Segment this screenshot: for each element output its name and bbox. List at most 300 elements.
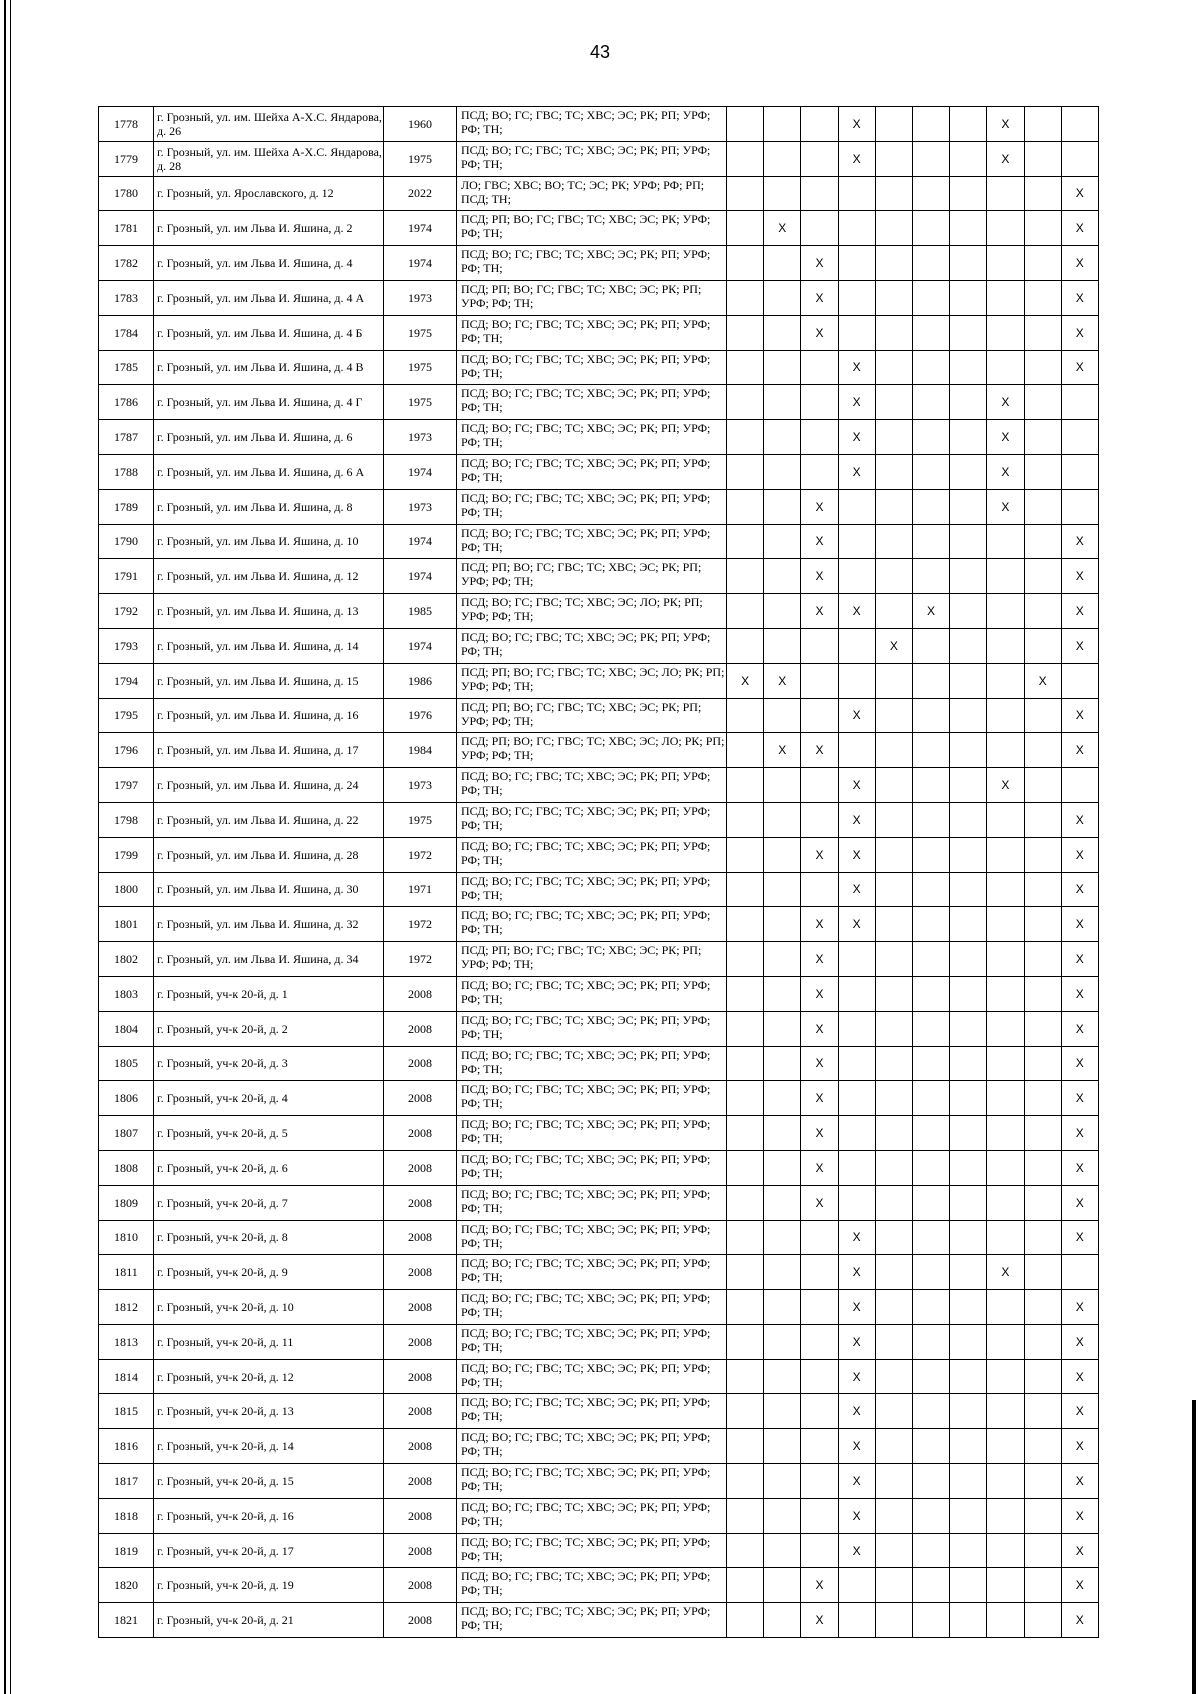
mark-cell-2 xyxy=(764,280,801,315)
mark-cell-2 xyxy=(764,872,801,907)
mark-cell-1 xyxy=(727,489,764,524)
mark-cell-4: X xyxy=(838,768,875,803)
row-number: 1805 xyxy=(99,1046,154,1081)
mark-cell-4 xyxy=(838,489,875,524)
mark-cell-3: X xyxy=(801,1603,838,1638)
works-cell: ПСД; ВО; ГС; ГВС; ТС; ХВС; ЭС; РК; РП; УРФ; РФ; ТН; xyxy=(457,1011,727,1046)
works-cell: ПСД; ВО; ГС; ГВС; ТС; ХВС; ЭС; РК; РП; УРФ; РФ; ТН; xyxy=(457,802,727,837)
mark-cell-8: X xyxy=(987,454,1024,489)
mark-cell-3: X xyxy=(801,1081,838,1116)
mark-cell-7 xyxy=(950,1185,987,1220)
table-row xyxy=(99,211,1099,246)
table-row xyxy=(99,1290,1099,1325)
works-cell: ПСД; РП; ВО; ГС; ГВС; ТС; ХВС; ЭС; ЛО; РК; РП; УРФ; РФ; ТН; xyxy=(457,733,727,768)
mark-cell-5 xyxy=(875,733,912,768)
row-number: 1807 xyxy=(99,1116,154,1151)
mark-cell-3 xyxy=(801,872,838,907)
year-cell: 2008 xyxy=(384,1359,457,1394)
mark-cell-5 xyxy=(875,1220,912,1255)
address-cell: г. Грозный, уч-к 20-й, д. 11 xyxy=(154,1324,384,1359)
mark-cell-7 xyxy=(950,872,987,907)
mark-cell-9 xyxy=(1024,1220,1061,1255)
mark-cell-9 xyxy=(1024,1568,1061,1603)
row-number: 1794 xyxy=(99,663,154,698)
works-cell: ЛО; ГВС; ХВС; ВО; ТС; ЭС; РК; УРФ; РФ; РП; ПСД; ТН; xyxy=(457,176,727,211)
year-cell: 1971 xyxy=(384,872,457,907)
mark-cell-5 xyxy=(875,1464,912,1499)
address-cell: г. Грозный, ул. им Льва И. Яшина, д. 34 xyxy=(154,942,384,977)
mark-cell-2 xyxy=(764,1498,801,1533)
mark-cell-6 xyxy=(912,489,949,524)
mark-cell-7 xyxy=(950,698,987,733)
mark-cell-8 xyxy=(987,1533,1024,1568)
mark-cell-7 xyxy=(950,1429,987,1464)
mark-cell-7 xyxy=(950,559,987,594)
row-number: 1821 xyxy=(99,1603,154,1638)
mark-cell-1 xyxy=(727,1081,764,1116)
mark-cell-9 xyxy=(1024,1324,1061,1359)
row-number: 1819 xyxy=(99,1533,154,1568)
mark-cell-5 xyxy=(875,1255,912,1290)
address-cell: г. Грозный, уч-к 20-й, д. 10 xyxy=(154,1290,384,1325)
year-cell: 2008 xyxy=(384,1290,457,1325)
mark-cell-6 xyxy=(912,1116,949,1151)
mark-cell-1 xyxy=(727,524,764,559)
mark-cell-9 xyxy=(1024,733,1061,768)
table-row xyxy=(99,907,1099,942)
works-cell: ПСД; ВО; ГС; ГВС; ТС; ХВС; ЭС; РК; РП; УРФ; РФ; ТН; xyxy=(457,1324,727,1359)
mark-cell-5 xyxy=(875,211,912,246)
mark-cell-4: X xyxy=(838,802,875,837)
works-cell: ПСД; РП; ВО; ГС; ГВС; ТС; ХВС; ЭС; РК; РП; УРФ; РФ; ТН; xyxy=(457,942,727,977)
mark-cell-10: X xyxy=(1061,698,1098,733)
mark-cell-8 xyxy=(987,350,1024,385)
mark-cell-8: X xyxy=(987,420,1024,455)
mark-cell-2 xyxy=(764,1255,801,1290)
mark-cell-5 xyxy=(875,524,912,559)
mark-cell-8: X xyxy=(987,1255,1024,1290)
mark-cell-5 xyxy=(875,246,912,281)
mark-cell-8 xyxy=(987,802,1024,837)
mark-cell-8 xyxy=(987,1498,1024,1533)
mark-cell-10: X xyxy=(1061,1533,1098,1568)
mark-cell-8 xyxy=(987,1568,1024,1603)
mark-cell-10: X xyxy=(1061,559,1098,594)
row-number: 1791 xyxy=(99,559,154,594)
mark-cell-6 xyxy=(912,907,949,942)
row-number: 1811 xyxy=(99,1255,154,1290)
table-row xyxy=(99,1081,1099,1116)
address-cell: г. Грозный, ул. им Льва И. Яшина, д. 17 xyxy=(154,733,384,768)
mark-cell-4 xyxy=(838,733,875,768)
row-number: 1820 xyxy=(99,1568,154,1603)
mark-cell-8: X xyxy=(987,107,1024,142)
mark-cell-7 xyxy=(950,1150,987,1185)
mark-cell-6 xyxy=(912,1220,949,1255)
works-cell: ПСД; ВО; ГС; ГВС; ТС; ХВС; ЭС; РК; РП; УРФ; РФ; ТН; xyxy=(457,1116,727,1151)
address-cell: г. Грозный, уч-к 20-й, д. 17 xyxy=(154,1533,384,1568)
year-cell: 1985 xyxy=(384,594,457,629)
address-cell: г. Грозный, ул. им Льва И. Яшина, д. 2 xyxy=(154,211,384,246)
works-cell: ПСД; ВО; ГС; ГВС; ТС; ХВС; ЭС; РК; РП; УРФ; РФ; ТН; xyxy=(457,907,727,942)
table-row xyxy=(99,1255,1099,1290)
mark-cell-8 xyxy=(987,942,1024,977)
row-number: 1795 xyxy=(99,698,154,733)
address-cell: г. Грозный, ул. им Льва И. Яшина, д. 24 xyxy=(154,768,384,803)
mark-cell-10: X xyxy=(1061,1046,1098,1081)
table-row xyxy=(99,663,1099,698)
mark-cell-6 xyxy=(912,524,949,559)
works-cell: ПСД; ВО; ГС; ГВС; ТС; ХВС; ЭС; РК; РП; УРФ; РФ; ТН; xyxy=(457,1394,727,1429)
mark-cell-4 xyxy=(838,1150,875,1185)
address-cell: г. Грозный, ул. им Льва И. Яшина, д. 16 xyxy=(154,698,384,733)
mark-cell-3: X xyxy=(801,1568,838,1603)
year-cell: 1975 xyxy=(384,141,457,176)
year-cell: 2008 xyxy=(384,976,457,1011)
mark-cell-10 xyxy=(1061,663,1098,698)
mark-cell-7 xyxy=(950,663,987,698)
year-cell: 1984 xyxy=(384,733,457,768)
mark-cell-3: X xyxy=(801,1150,838,1185)
row-number: 1814 xyxy=(99,1359,154,1394)
address-cell: г. Грозный, уч-к 20-й, д. 9 xyxy=(154,1255,384,1290)
mark-cell-3 xyxy=(801,1429,838,1464)
mark-cell-9 xyxy=(1024,1046,1061,1081)
mark-cell-6 xyxy=(912,837,949,872)
works-cell: ПСД; РП; ВО; ГС; ГВС; ТС; ХВС; ЭС; РК; УРФ; РФ; ТН; xyxy=(457,211,727,246)
mark-cell-6 xyxy=(912,628,949,663)
mark-cell-1 xyxy=(727,1011,764,1046)
mark-cell-5 xyxy=(875,1324,912,1359)
mark-cell-3 xyxy=(801,385,838,420)
table-row xyxy=(99,1603,1099,1638)
address-cell: г. Грозный, уч-к 20-й, д. 13 xyxy=(154,1394,384,1429)
mark-cell-8: X xyxy=(987,385,1024,420)
year-cell: 1975 xyxy=(384,350,457,385)
mark-cell-2 xyxy=(764,1150,801,1185)
mark-cell-8 xyxy=(987,315,1024,350)
mark-cell-3 xyxy=(801,1255,838,1290)
year-cell: 2008 xyxy=(384,1568,457,1603)
mark-cell-6 xyxy=(912,1603,949,1638)
row-number: 1784 xyxy=(99,315,154,350)
works-cell: ПСД; ВО; ГС; ГВС; ТС; ХВС; ЭС; РК; РП; УРФ; РФ; ТН; xyxy=(457,768,727,803)
mark-cell-9 xyxy=(1024,141,1061,176)
row-number: 1792 xyxy=(99,594,154,629)
mark-cell-4: X xyxy=(838,1255,875,1290)
works-cell: ПСД; ВО; ГС; ГВС; ТС; ХВС; ЭС; РК; РП; УРФ; РФ; ТН; xyxy=(457,872,727,907)
mark-cell-9 xyxy=(1024,1533,1061,1568)
address-cell: г. Грозный, ул. им Льва И. Яшина, д. 12 xyxy=(154,559,384,594)
address-cell: г. Грозный, уч-к 20-й, д. 6 xyxy=(154,1150,384,1185)
mark-cell-8 xyxy=(987,872,1024,907)
row-number: 1797 xyxy=(99,768,154,803)
mark-cell-7 xyxy=(950,246,987,281)
mark-cell-5 xyxy=(875,141,912,176)
mark-cell-8 xyxy=(987,1220,1024,1255)
year-cell: 2008 xyxy=(384,1046,457,1081)
table-row xyxy=(99,1011,1099,1046)
mark-cell-10: X xyxy=(1061,1324,1098,1359)
mark-cell-2 xyxy=(764,350,801,385)
mark-cell-4 xyxy=(838,1011,875,1046)
mark-cell-1 xyxy=(727,942,764,977)
mark-cell-5 xyxy=(875,1046,912,1081)
mark-cell-5 xyxy=(875,454,912,489)
works-cell: ПСД; ВО; ГС; ГВС; ТС; ХВС; ЭС; РК; РП; УРФ; РФ; ТН; xyxy=(457,837,727,872)
mark-cell-6 xyxy=(912,141,949,176)
mark-cell-2 xyxy=(764,802,801,837)
table-row xyxy=(99,1568,1099,1603)
mark-cell-4 xyxy=(838,1185,875,1220)
year-cell: 1973 xyxy=(384,489,457,524)
mark-cell-8 xyxy=(987,663,1024,698)
works-cell: ПСД; ВО; ГС; ГВС; ТС; ХВС; ЭС; РК; РП; УРФ; РФ; ТН; xyxy=(457,420,727,455)
mark-cell-10: X xyxy=(1061,976,1098,1011)
works-cell: ПСД; ВО; ГС; ГВС; ТС; ХВС; ЭС; РК; РП; УРФ; РФ; ТН; xyxy=(457,1568,727,1603)
year-cell: 1972 xyxy=(384,942,457,977)
mark-cell-2: X xyxy=(764,211,801,246)
mark-cell-2 xyxy=(764,489,801,524)
mark-cell-2 xyxy=(764,837,801,872)
mark-cell-9 xyxy=(1024,1359,1061,1394)
mark-cell-4: X xyxy=(838,1220,875,1255)
works-cell: ПСД; ВО; ГС; ГВС; ТС; ХВС; ЭС; РК; РП; УРФ; РФ; ТН; xyxy=(457,1046,727,1081)
year-cell: 1976 xyxy=(384,698,457,733)
mark-cell-2 xyxy=(764,768,801,803)
mark-cell-5 xyxy=(875,663,912,698)
mark-cell-2 xyxy=(764,942,801,977)
works-cell: ПСД; ВО; ГС; ГВС; ТС; ХВС; ЭС; РК; РП; УРФ; РФ; ТН; xyxy=(457,1081,727,1116)
mark-cell-10: X xyxy=(1061,1011,1098,1046)
row-number: 1815 xyxy=(99,1394,154,1429)
mark-cell-1 xyxy=(727,907,764,942)
mark-cell-6 xyxy=(912,1429,949,1464)
mark-cell-8 xyxy=(987,698,1024,733)
mark-cell-3: X xyxy=(801,315,838,350)
mark-cell-10: X xyxy=(1061,1429,1098,1464)
mark-cell-1 xyxy=(727,1290,764,1325)
works-cell: ПСД; ВО; ГС; ГВС; ТС; ХВС; ЭС; РК; РП; УРФ; РФ; ТН; xyxy=(457,1290,727,1325)
address-cell: г. Грозный, уч-к 20-й, д. 14 xyxy=(154,1429,384,1464)
address-cell: г. Грозный, ул. Ярославского, д. 12 xyxy=(154,176,384,211)
mark-cell-7 xyxy=(950,1324,987,1359)
address-cell: г. Грозный, ул. им Льва И. Яшина, д. 10 xyxy=(154,524,384,559)
mark-cell-8 xyxy=(987,1429,1024,1464)
mark-cell-8: X xyxy=(987,768,1024,803)
mark-cell-3 xyxy=(801,107,838,142)
mark-cell-9 xyxy=(1024,594,1061,629)
mark-cell-4 xyxy=(838,315,875,350)
works-cell: ПСД; ВО; ГС; ГВС; ТС; ХВС; ЭС; РК; РП; УРФ; РФ; ТН; xyxy=(457,1464,727,1499)
mark-cell-10: X xyxy=(1061,524,1098,559)
mark-cell-3 xyxy=(801,211,838,246)
year-cell: 2008 xyxy=(384,1255,457,1290)
year-cell: 1960 xyxy=(384,107,457,142)
table-row xyxy=(99,1046,1099,1081)
mark-cell-4: X xyxy=(838,1429,875,1464)
works-cell: ПСД; РП; ВО; ГС; ГВС; ТС; ХВС; ЭС; РК; РП; УРФ; РФ; ТН; xyxy=(457,280,727,315)
row-number: 1785 xyxy=(99,350,154,385)
mark-cell-3: X xyxy=(801,594,838,629)
mark-cell-5 xyxy=(875,1290,912,1325)
mark-cell-4: X xyxy=(838,420,875,455)
mark-cell-1 xyxy=(727,1220,764,1255)
address-cell: г. Грозный, уч-к 20-й, д. 12 xyxy=(154,1359,384,1394)
mark-cell-6 xyxy=(912,1359,949,1394)
binding-edge-line xyxy=(4,0,6,1694)
mark-cell-1 xyxy=(727,1568,764,1603)
mark-cell-4 xyxy=(838,280,875,315)
mark-cell-2 xyxy=(764,1011,801,1046)
table-row xyxy=(99,107,1099,142)
row-number: 1818 xyxy=(99,1498,154,1533)
mark-cell-7 xyxy=(950,976,987,1011)
mark-cell-1 xyxy=(727,1150,764,1185)
year-cell: 2008 xyxy=(384,1464,457,1499)
table-row xyxy=(99,315,1099,350)
mark-cell-4: X xyxy=(838,385,875,420)
works-cell: ПСД; ВО; ГС; ГВС; ТС; ХВС; ЭС; РК; РП; УРФ; РФ; ТН; xyxy=(457,489,727,524)
works-cell: ПСД; ВО; ГС; ГВС; ТС; ХВС; ЭС; РК; РП; УРФ; РФ; ТН; xyxy=(457,385,727,420)
mark-cell-7 xyxy=(950,768,987,803)
address-cell: г. Грозный, ул. им Льва И. Яшина, д. 32 xyxy=(154,907,384,942)
mark-cell-1 xyxy=(727,280,764,315)
mark-cell-6 xyxy=(912,246,949,281)
mark-cell-9 xyxy=(1024,1150,1061,1185)
mark-cell-6 xyxy=(912,698,949,733)
mark-cell-5 xyxy=(875,1116,912,1151)
mark-cell-5 xyxy=(875,907,912,942)
mark-cell-1 xyxy=(727,1429,764,1464)
mark-cell-2 xyxy=(764,1603,801,1638)
address-cell: г. Грозный, ул. им Льва И. Яшина, д. 4 xyxy=(154,246,384,281)
mark-cell-4: X xyxy=(838,107,875,142)
table-row xyxy=(99,1220,1099,1255)
mark-cell-8 xyxy=(987,628,1024,663)
mark-cell-10: X xyxy=(1061,1290,1098,1325)
mark-cell-1 xyxy=(727,1394,764,1429)
mark-cell-3: X xyxy=(801,559,838,594)
works-cell: ПСД; ВО; ГС; ГВС; ТС; ХВС; ЭС; ЛО; РК; РП; УРФ; РФ; ТН; xyxy=(457,594,727,629)
table-row xyxy=(99,837,1099,872)
address-cell: г. Грозный, ул. им Льва И. Яшина, д. 4 А xyxy=(154,280,384,315)
mark-cell-6 xyxy=(912,107,949,142)
works-cell: ПСД; ВО; ГС; ГВС; ТС; ХВС; ЭС; РК; РП; УРФ; РФ; ТН; xyxy=(457,1603,727,1638)
mark-cell-7 xyxy=(950,176,987,211)
row-number: 1790 xyxy=(99,524,154,559)
mark-cell-7 xyxy=(950,1498,987,1533)
mark-cell-6 xyxy=(912,1498,949,1533)
mark-cell-10: X xyxy=(1061,802,1098,837)
mark-cell-9 xyxy=(1024,628,1061,663)
mark-cell-7 xyxy=(950,1081,987,1116)
table-row xyxy=(99,733,1099,768)
table-row xyxy=(99,176,1099,211)
row-number: 1808 xyxy=(99,1150,154,1185)
mark-cell-8 xyxy=(987,1290,1024,1325)
mark-cell-7 xyxy=(950,211,987,246)
row-number: 1796 xyxy=(99,733,154,768)
mark-cell-9 xyxy=(1024,698,1061,733)
table-row xyxy=(99,1359,1099,1394)
mark-cell-1 xyxy=(727,246,764,281)
mark-cell-3: X xyxy=(801,1011,838,1046)
year-cell: 1973 xyxy=(384,280,457,315)
table-row xyxy=(99,1116,1099,1151)
table-row xyxy=(99,1429,1099,1464)
mark-cell-2: X xyxy=(764,733,801,768)
mark-cell-10: X xyxy=(1061,315,1098,350)
works-cell: ПСД; ВО; ГС; ГВС; ТС; ХВС; ЭС; РК; РП; УРФ; РФ; ТН; xyxy=(457,976,727,1011)
mark-cell-7 xyxy=(950,350,987,385)
mark-cell-3 xyxy=(801,454,838,489)
mark-cell-5 xyxy=(875,976,912,1011)
mark-cell-10: X xyxy=(1061,1185,1098,1220)
address-cell: г. Грозный, уч-к 20-й, д. 8 xyxy=(154,1220,384,1255)
mark-cell-10: X xyxy=(1061,1498,1098,1533)
mark-cell-9 xyxy=(1024,211,1061,246)
registry-body xyxy=(99,107,1099,1638)
table-row xyxy=(99,1185,1099,1220)
year-cell: 1974 xyxy=(384,628,457,663)
mark-cell-4: X xyxy=(838,907,875,942)
mark-cell-2 xyxy=(764,524,801,559)
mark-cell-1 xyxy=(727,350,764,385)
mark-cell-1 xyxy=(727,1046,764,1081)
year-cell: 2022 xyxy=(384,176,457,211)
mark-cell-6 xyxy=(912,1324,949,1359)
table-row xyxy=(99,1498,1099,1533)
address-cell: г. Грозный, уч-к 20-й, д. 15 xyxy=(154,1464,384,1499)
mark-cell-1 xyxy=(727,594,764,629)
address-cell: г. Грозный, ул. им. Шейха А-Х.С. Яндарова, д. 28 xyxy=(154,141,384,176)
mark-cell-8 xyxy=(987,176,1024,211)
mark-cell-9 xyxy=(1024,420,1061,455)
mark-cell-3 xyxy=(801,698,838,733)
table-row xyxy=(99,385,1099,420)
mark-cell-3 xyxy=(801,350,838,385)
table-row xyxy=(99,524,1099,559)
mark-cell-3: X xyxy=(801,733,838,768)
works-cell: ПСД; ВО; ГС; ГВС; ТС; ХВС; ЭС; РК; РП; УРФ; РФ; ТН; xyxy=(457,628,727,663)
table-row xyxy=(99,454,1099,489)
binding-edge-line xyxy=(10,0,11,1694)
year-cell: 2008 xyxy=(384,1498,457,1533)
table-row xyxy=(99,1324,1099,1359)
year-cell: 2008 xyxy=(384,1603,457,1638)
mark-cell-1: X xyxy=(727,663,764,698)
row-number: 1800 xyxy=(99,872,154,907)
mark-cell-4: X xyxy=(838,1394,875,1429)
table-row xyxy=(99,489,1099,524)
table-row xyxy=(99,698,1099,733)
mark-cell-10 xyxy=(1061,141,1098,176)
mark-cell-9 xyxy=(1024,176,1061,211)
mark-cell-7 xyxy=(950,454,987,489)
mark-cell-6 xyxy=(912,1394,949,1429)
mark-cell-2 xyxy=(764,1533,801,1568)
mark-cell-8 xyxy=(987,733,1024,768)
mark-cell-5 xyxy=(875,942,912,977)
mark-cell-9 xyxy=(1024,246,1061,281)
mark-cell-2 xyxy=(764,1464,801,1499)
mark-cell-10: X xyxy=(1061,176,1098,211)
mark-cell-10: X xyxy=(1061,1150,1098,1185)
mark-cell-3 xyxy=(801,1359,838,1394)
mark-cell-1 xyxy=(727,1464,764,1499)
year-cell: 1972 xyxy=(384,837,457,872)
